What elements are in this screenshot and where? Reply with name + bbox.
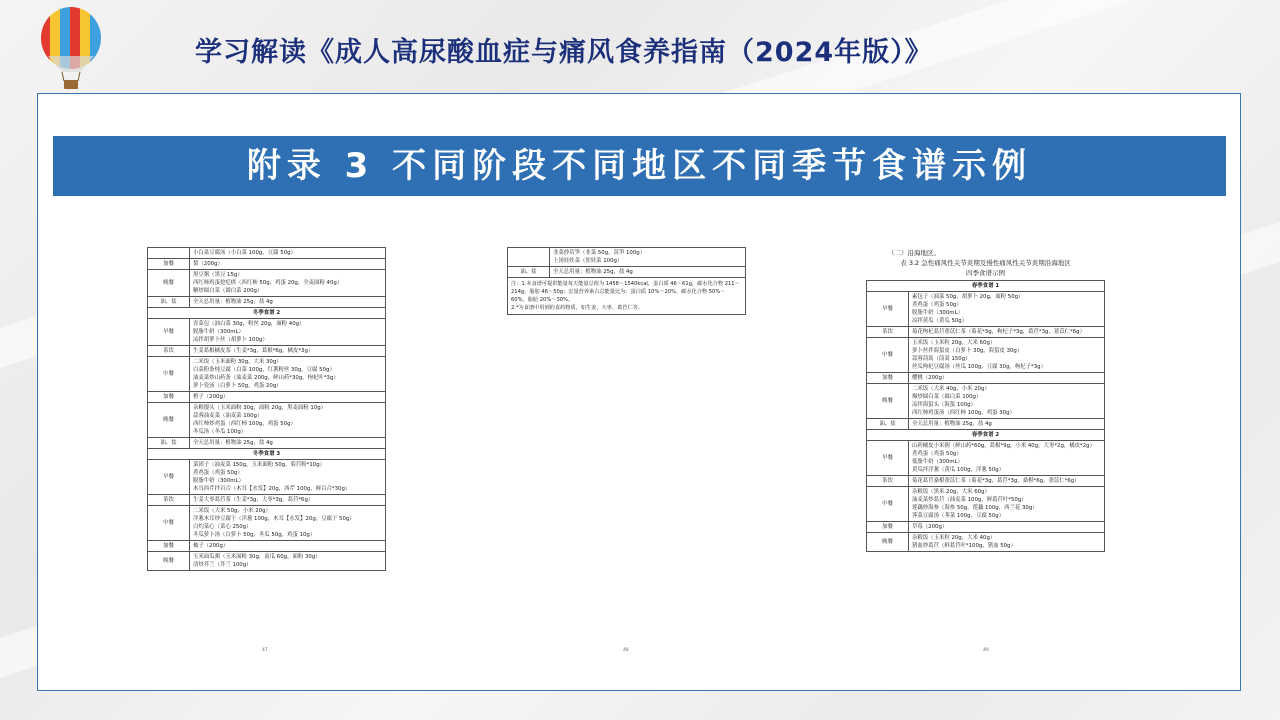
table-row <box>867 373 1105 384</box>
meal-label-cell: 中餐 <box>867 487 909 522</box>
table-row <box>148 270 386 297</box>
table-row <box>508 267 746 278</box>
meal-content-cell: 橙子（200g） <box>190 392 386 403</box>
table-row <box>148 495 386 506</box>
meal-label-cell: 茶饮 <box>148 495 190 506</box>
meal-label-cell: 晚餐 <box>148 270 190 297</box>
meal-label-cell: 中餐 <box>867 338 909 373</box>
meal-content-cell: 素包子（油菜 50g，胡萝卜 20g，面粉 50g） 煮鸡蛋（鸡蛋 50g） 脱脂牛奶（300mL） 凉拌黄瓜（黄瓜 50g） <box>909 292 1105 327</box>
meal-content-cell: 玉米面瓜粥（玉米面粉 30g，南瓜 60g，面粉 30g） 清炒芥兰（芥兰 100g） <box>190 552 386 571</box>
section-header-cell: 冬季食谱 2 <box>148 308 386 319</box>
table-row <box>508 248 746 267</box>
table-row <box>867 327 1105 338</box>
table-row <box>867 522 1105 533</box>
meal-content-cell: 全天总用量：植物油 25g，盐 4g <box>550 267 746 278</box>
meal-label-cell: 加餐 <box>148 392 190 403</box>
meal-label-cell: 加餐 <box>148 259 190 270</box>
meal-content-cell: 玉米饭（玉米粒 20g，大米 60g） 萝卜丝拌海蜇皮（白萝卜 30g，海蜇皮 30g） 蒜蓉茼蒿（茼蒿 150g） 丝瓜枸杞豆腐汤（丝瓜 100g，豆腐 30g，枸杞子*3g） <box>909 338 1105 373</box>
meal-label-cell: 油、盐 <box>148 438 190 449</box>
meal-content-cell: 生姜葛根橘皮茶（生姜*3g，葛根*6g，橘皮*3g） <box>190 346 386 357</box>
meal-content-cell: 草莓（200g） <box>909 522 1105 533</box>
table-row <box>148 541 386 552</box>
page-number-2: 48 <box>623 648 629 653</box>
table-row <box>148 449 386 460</box>
meal-content-cell: 二米饭（大米 40g，小米 20g） 爆炒圆白菜（圆白菜 100g） 凉拌海蜇头（海蜇 100g） 西红柿鸡蛋汤（西红柿 100g，鸡蛋 30g） <box>909 384 1105 419</box>
meal-label-cell: 加餐 <box>867 373 909 384</box>
meal-label-cell <box>508 248 550 267</box>
meal-label-cell: 中餐 <box>148 506 190 541</box>
meal-label-cell: 油、盐 <box>867 419 909 430</box>
table-row <box>867 338 1105 373</box>
section-header-cell: 冬季食谱 3 <box>148 449 386 460</box>
table-row <box>148 357 386 392</box>
table-row <box>867 441 1105 476</box>
meal-content-cell: 菊花葛苣桑椹薏苡仁茶（菊花*3g，葛苣*3g，桑椹*6g，薏苡仁*6g） <box>909 476 1105 487</box>
meal-content-cell: 菜团子（油麦菜 150g，玉米面粉 50g，菊苣粉*10g） 煮鸡蛋（鸡蛋 50g） 脱脂牛奶（300mL） 木耳西芹拌百合（木耳【水发】20g，西芹 100g，鲜百合*30g） <box>190 460 386 495</box>
table-row <box>148 319 386 346</box>
meal-label-cell: 晚餐 <box>148 552 190 571</box>
document-page-3 <box>866 248 1105 552</box>
meal-label-cell: 早餐 <box>867 292 909 327</box>
table-row <box>867 476 1105 487</box>
meal-label-cell: 早餐 <box>867 441 909 476</box>
table-row <box>867 292 1105 327</box>
section-heading: （二）沿海地区。 <box>888 249 940 257</box>
table-subcaption: 四季食谱示例 <box>966 269 1005 277</box>
table-row <box>867 430 1105 441</box>
table-note: 注：1.本食谱可提供能量每天能量总值为 1458～1540kcal，蛋白质 46～61g，碳水化合物 211～214g，脂肪 46～50g；宏量营养素占总能量比为：蛋白质 10%～20%，碳水化合物 50%～60%，脂肪 20%～30%。 2.*为食谱中用到的食药物质，如生姜、大枣、葛苣仁等。 <box>507 278 746 315</box>
section-banner <box>53 136 1226 196</box>
page-number-3: 49 <box>983 648 989 653</box>
table-row <box>148 248 386 259</box>
document-page-2 <box>507 247 746 315</box>
meal-label-cell: 茶饮 <box>867 327 909 338</box>
table-row <box>867 533 1105 552</box>
recipe-table-1 <box>147 247 386 571</box>
table-row <box>148 308 386 319</box>
meal-label-cell: 加餐 <box>867 522 909 533</box>
table-row <box>148 438 386 449</box>
table-row <box>148 346 386 357</box>
meal-label-cell: 茶饮 <box>867 476 909 487</box>
recipe-table-3 <box>866 280 1105 552</box>
meal-content-cell: 全天总用量：植物油 25g，盐 4g <box>190 297 386 308</box>
meal-label-cell <box>148 248 190 259</box>
meal-label-cell: 油、盐 <box>508 267 550 278</box>
table-row <box>867 384 1105 419</box>
meal-content-cell: 杂粮饭（玉米粒 20g，大米 40g） 猪血炒葛苣（鲜葛苣叶*100g，猪血 50g） <box>909 533 1105 552</box>
meal-label-cell: 晚餐 <box>148 403 190 438</box>
table-row <box>867 419 1105 430</box>
meal-content-cell: 青菜包（油白菜 30g，粉丝 20g，面粉 40g） 脱脂牛奶（300mL） 凉拌胡萝卜丝（胡萝卜 100g） <box>190 319 386 346</box>
table-row <box>148 506 386 541</box>
meal-content-cell: 菊花枸杞葛苣薏苡仁茶（菊花*3g，枸杞子*3g，葛苣*3g，薏苡仁*6g） <box>909 327 1105 338</box>
meal-content-cell: 杂粮馒头（玉米面粉 30g，面粉 20g，黑麦面粉 10g） 蒜蓉油麦菜（油麦菜 100g） 西红柿炒鸡蛋（西红柿 100g，鸡蛋 50g） 冬瓜汤（冬瓜 100g） <box>190 403 386 438</box>
document-page-1 <box>147 247 386 571</box>
meal-label-cell: 加餐 <box>148 541 190 552</box>
meal-content-cell: 二米饭（大米 50g，小米 20g） 洋葱木耳炒豆腐干（洋葱 100g，木耳【水发】20g，豆腐干 50g） 白灼菜心（菜心 250g） 冬瓜萝卜汤（白萝卜 50g，冬瓜 50g，鸡蛋 10g） <box>190 506 386 541</box>
table-row <box>148 392 386 403</box>
meal-content-cell: 小白菜豆腐汤（小白菜 100g，豆腐 50g） <box>190 248 386 259</box>
meal-label-cell: 晚餐 <box>867 533 909 552</box>
meal-content-cell: 韭菜炒莴笋（韭菜 50g，莴笋 100g） 上汤娃娃菜（娃娃菜 100g） <box>550 248 746 267</box>
meal-content-cell: 樱桃（200g） <box>909 373 1105 384</box>
meal-label-cell: 茶饮 <box>148 346 190 357</box>
table-row <box>867 281 1105 292</box>
meal-label-cell: 中餐 <box>148 357 190 392</box>
page-number-1: 47 <box>262 648 268 653</box>
meal-content-cell: 梨（200g） <box>190 259 386 270</box>
meal-content-cell: 黑豆粥（黑豆 15g） 西红柿鸡蛋挖疙瘩（西红柿 50g，鸡蛋 20g，全麦面粉 40g） 糖炒圆白菜（圆白菜 200g） <box>190 270 386 297</box>
table-row <box>867 487 1105 522</box>
meal-label-cell: 早餐 <box>148 319 190 346</box>
hot-air-balloon-icon <box>36 6 106 92</box>
meal-content-cell: 全天总用量：植物油 25g，盐 4g <box>909 419 1105 430</box>
section-header-cell: 春季食谱 2 <box>867 430 1105 441</box>
meal-label-cell: 早餐 <box>148 460 190 495</box>
table-row <box>148 460 386 495</box>
meal-content-cell: 柚子（200g） <box>190 541 386 552</box>
table-row <box>148 297 386 308</box>
meal-label-cell: 油、盐 <box>148 297 190 308</box>
section-header-cell: 春季食谱 1 <box>867 281 1105 292</box>
table-caption: 表 3.2 急性痛风性关节炎期及慢性痛风性关节炎期沿海地区 <box>900 259 1071 267</box>
meal-content-cell: 全天总用量：植物油 25g，盐 4g <box>190 438 386 449</box>
meal-label-cell: 晚餐 <box>867 384 909 419</box>
table-row <box>148 403 386 438</box>
meal-content-cell: 山药橘皮小米粥（鲜山药*60g，葛根*9g，小米 40g，大枣*2g，橘皮*2g） 煮鸡蛋（鸡蛋 50g） 低脂牛奶（300mL） 黄瓜拌洋葱（黄瓜 100g，洋葱 50g） <box>909 441 1105 476</box>
recipe-table-2 <box>507 247 746 278</box>
meal-content-cell: 杂粮饭（黑米 20g，大米 60g） 油麦菜炒葛苣（油麦菜 100g，鲜葛苣叶*50g） 莲藕炒海参（海参 50g，莲藕 100g，西兰花 30g） 荠菜豆腐汤（荠菜 100g，豆腐 50g） <box>909 487 1105 522</box>
page-title: 学习解读《成人高尿酸血症与痛风食养指南（2024年版）》 <box>195 37 933 68</box>
banner-title: 附录 3 不同阶段不同地区不同季节食谱示例 <box>246 146 1033 186</box>
meal-content-cell: 生姜大枣葛苣茶（生姜*3g，大枣*3g，葛苣*6g） <box>190 495 386 506</box>
table-row <box>148 552 386 571</box>
meal-content-cell: 二米饭（玉米面粉 30g，大米 30g） 白菜粉条炖豆腐（白菜 100g，红薯粉丝 30g，豆腐 50g） 油麦菜炒山药条（油麦菜 200g，鲜山药*30g，枸杞叶*3g） 萝卜瓷汤（白萝卜 50g，鸡蛋 20g） <box>190 357 386 392</box>
table-row <box>148 259 386 270</box>
